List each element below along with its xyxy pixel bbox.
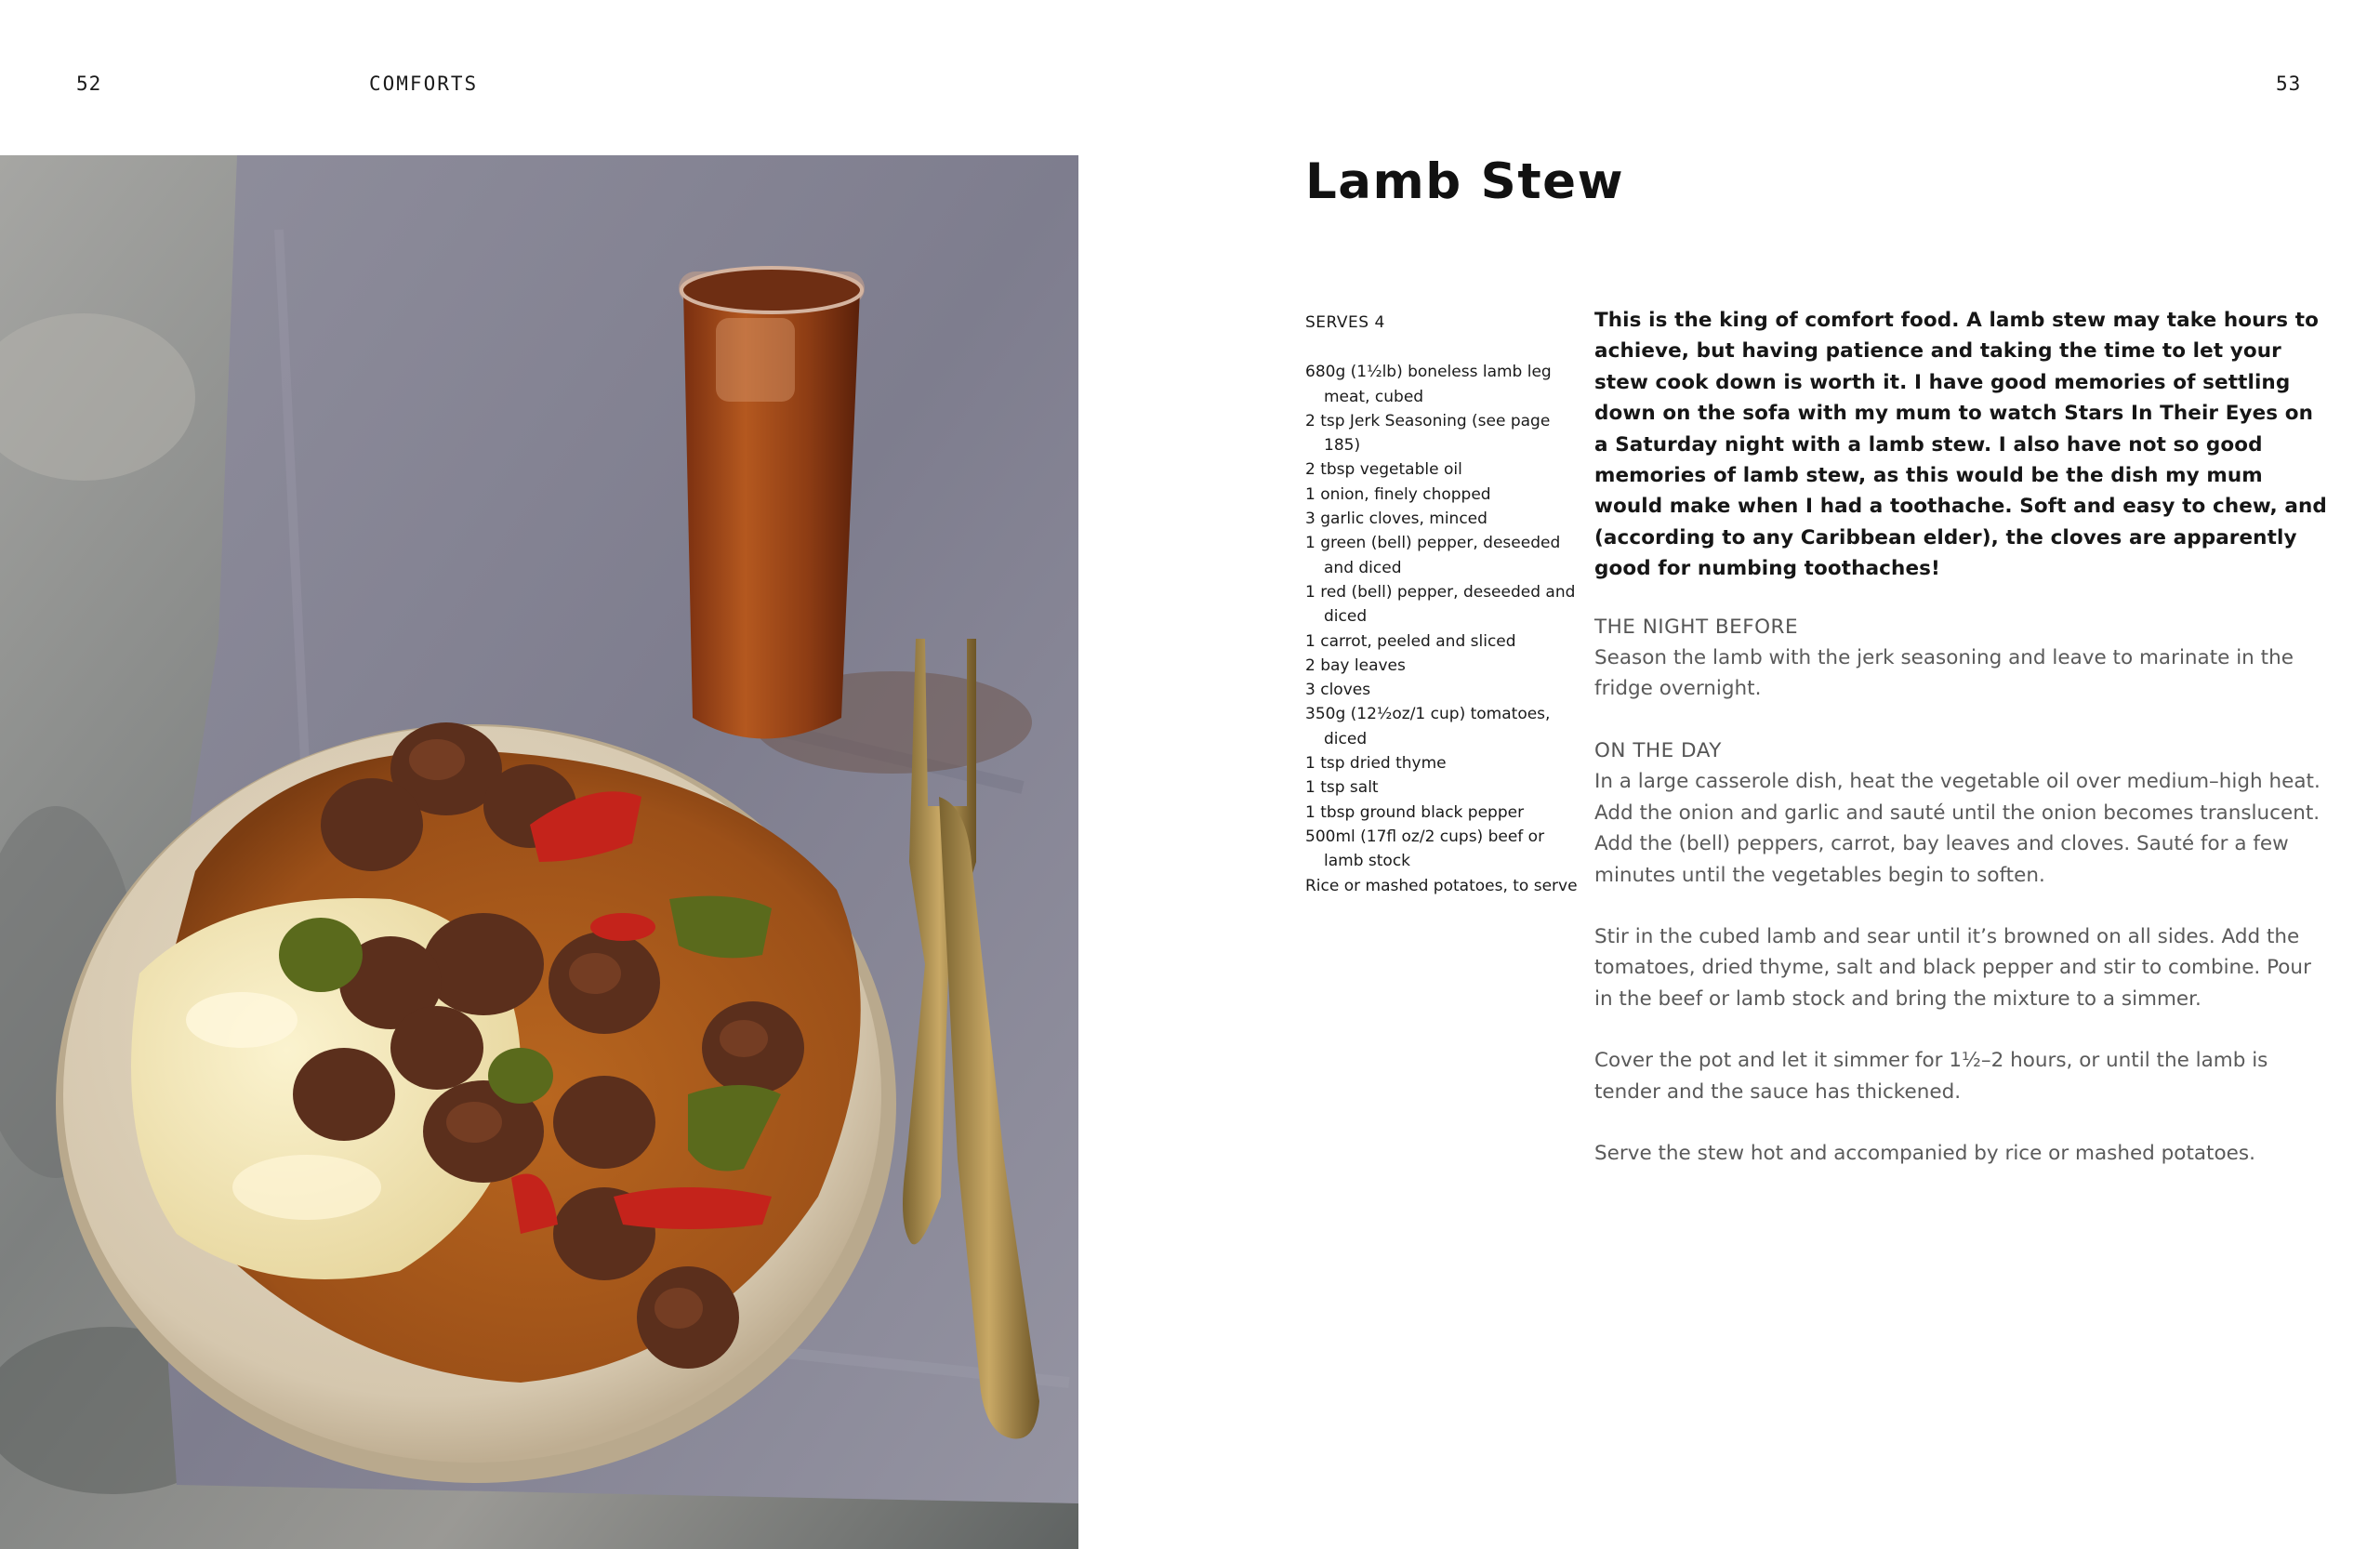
ingredient-item: 500ml (17fl oz/2 cups) beef or lamb stock bbox=[1305, 827, 1545, 871]
method-step: Stir in the cubed lamb and sear until it’s browned on all sides. Add the tomatoes, dried thyme, salt and black pepper and stir to combine. Pour in the beef or lamb stock and bring the mixture to a simmer. bbox=[1594, 924, 2311, 1011]
page-number-right: 53 bbox=[2276, 73, 2302, 95]
ingredient-item: 1 red (bell) pepper, deseeded and diced bbox=[1305, 582, 1576, 627]
ingredients-list bbox=[1305, 360, 1584, 898]
ingredient-item: 2 tsp Jerk Seasoning (see page 185) bbox=[1305, 411, 1551, 456]
night-before-heading: THE NIGHT BEFORE bbox=[1594, 615, 1799, 639]
ingredient-item: 1 tsp salt bbox=[1305, 778, 1379, 798]
page-number-left: 52 bbox=[76, 73, 102, 95]
recipe-photo bbox=[0, 155, 1078, 1549]
recipe-intro: This is the king of comfort food. A lamb stew may take hours to achieve, but having patience and taking the time to let your stew cook down is worth it. I have good memories of settling down on the sofa with my mum to watch Stars In Their Eyes on a Saturday night with a lamb stew. I also have not so good memories of lamb stew, as this would be the dish my mum would make when I had a toothache. Soft and easy to chew, and (according to any Caribbean elder), the cloves are apparently good for numbing toothaches! bbox=[1594, 309, 2327, 581]
ingredient-item: 1 tbsp ground black pepper bbox=[1305, 802, 1525, 822]
night-before-text: Season the lamb with the jerk seasoning and leave to marinate in the fridge overnight. bbox=[1594, 646, 2294, 701]
section-title: COMFORTS bbox=[369, 73, 479, 95]
ingredients-panel bbox=[1305, 311, 1584, 898]
method-step: Cover the pot and let it simmer for 1½–2 hours, or until the lamb is tender and the sauce has thickened. bbox=[1594, 1049, 2268, 1104]
ingredient-item: Rice or mashed potatoes, to serve bbox=[1305, 876, 1578, 895]
recipe-title: Lamb Stew bbox=[1305, 153, 1625, 210]
method-step: Serve the stew hot and accompanied by rice or mashed potatoes. bbox=[1594, 1141, 2255, 1165]
ingredient-item: 3 garlic cloves, minced bbox=[1305, 510, 1488, 529]
ingredient-item: 3 cloves bbox=[1305, 681, 1371, 700]
ingredient-item: 1 tsp dried thyme bbox=[1305, 754, 1447, 774]
serves-count: SERVES 4 bbox=[1305, 313, 1385, 332]
on-the-day-heading: ON THE DAY bbox=[1594, 738, 1722, 762]
ingredient-item: 350g (12½oz/1 cup) tomatoes, diced bbox=[1305, 705, 1551, 748]
ingredient-item: 1 green (bell) pepper, deseeded and diced bbox=[1305, 534, 1561, 577]
ingredient-item: 2 tbsp vegetable oil bbox=[1305, 460, 1462, 480]
ingredient-item: 2 bay leaves bbox=[1305, 655, 1406, 675]
ingredient-item: 1 carrot, peeled and sliced bbox=[1305, 631, 1516, 651]
ingredient-item: 1 onion, finely chopped bbox=[1305, 484, 1491, 504]
method-panel bbox=[1594, 305, 2329, 1199]
ingredient-item: 680g (1½lb) boneless lamb leg meat, cubed bbox=[1305, 363, 1552, 406]
method-step: In a large casserole dish, heat the vegetable oil over medium–high heat. Add the onion and garlic and sauté until the onion becomes translucent. Add the (bell) peppers, carrot, bay leaves and cloves. Sauté for a few minutes until the vegetables begin to soften. bbox=[1594, 770, 2320, 887]
